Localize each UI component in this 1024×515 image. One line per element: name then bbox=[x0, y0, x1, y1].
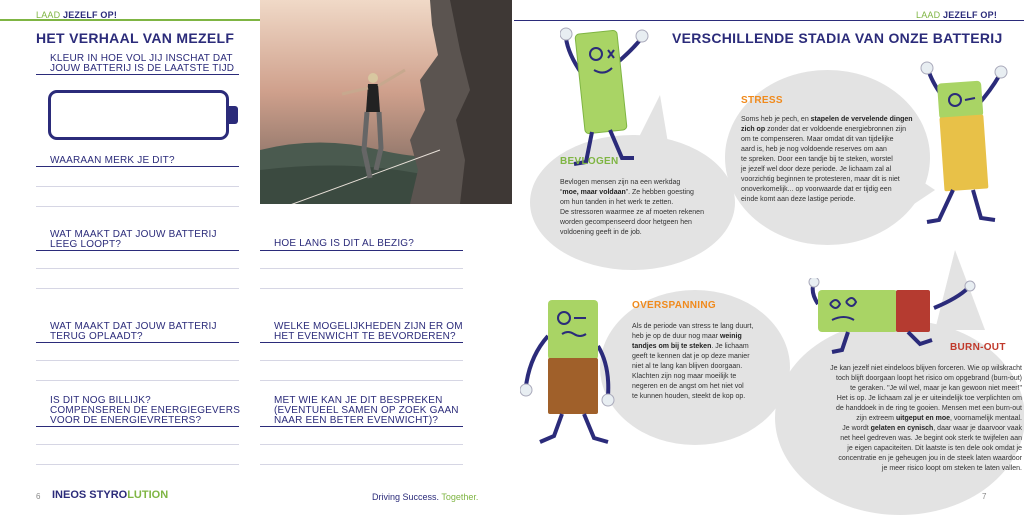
stress-line: om te compenseren. Maar omdat dit van tijdelijke bbox=[741, 136, 894, 143]
burnout-line: je meer risico loopt om steken te laten vallen. bbox=[881, 465, 1022, 472]
overspanning-line: Als de periode van stress te lang duurt, bbox=[632, 323, 754, 330]
burnout-line: net heel gedreven was. Je begint ook sterk te twijfelen aan bbox=[840, 435, 1022, 442]
question-rule bbox=[36, 342, 239, 343]
stress-emphasis: stapelen de vervelende dingen bbox=[810, 116, 913, 123]
stress-line: einde komt aan deze lastige periode. bbox=[741, 196, 856, 203]
question-rule bbox=[36, 426, 239, 427]
question-7-line: MET WIE KAN JE DIT BESPREKEN bbox=[274, 395, 443, 406]
question-5 bbox=[274, 322, 463, 342]
writing-line[interactable] bbox=[36, 380, 239, 381]
battery-terminal bbox=[229, 106, 238, 124]
header-label-prefix: LAAD bbox=[36, 10, 61, 20]
header-rule-right bbox=[514, 20, 1024, 21]
question-7 bbox=[274, 396, 459, 426]
burnout-emphasis: gelaten en cynisch bbox=[870, 425, 934, 432]
slackline-photo bbox=[260, 0, 512, 204]
overspanning-line-start: heb je op de duur nog maar bbox=[632, 333, 720, 340]
bevlogen-quote-open: “ bbox=[560, 189, 563, 196]
overspanning-line: Klachten zijn nog maar moeilijk te bbox=[632, 373, 737, 380]
question-2 bbox=[50, 230, 217, 250]
bevlogen-line: om hun tanden in het werk te zetten. bbox=[560, 199, 674, 206]
question-4-line: TERUG OPLAADT? bbox=[50, 331, 143, 342]
slogan-part-a: Driving Success. bbox=[372, 492, 440, 502]
writing-line[interactable] bbox=[36, 206, 239, 207]
battery-outline[interactable] bbox=[48, 90, 229, 140]
overspanning-emphasis: tandjes om bij te steken bbox=[632, 343, 712, 350]
question-rule bbox=[36, 250, 239, 251]
stress-line: onoverkomelijk... op voorwaarde dat er tijdig een bbox=[741, 186, 892, 193]
writing-line[interactable] bbox=[260, 360, 463, 361]
bevlogen-battery-character bbox=[560, 24, 650, 174]
question-rule bbox=[260, 426, 463, 427]
bevlogen-title: BEVLOGEN bbox=[560, 156, 619, 167]
writing-line[interactable] bbox=[260, 444, 463, 445]
brand-ineos: INEOS bbox=[52, 489, 87, 501]
brand-logo bbox=[52, 489, 168, 501]
brand-lution: LUTION bbox=[127, 489, 169, 501]
writing-line[interactable] bbox=[260, 380, 463, 381]
burnout-line bbox=[792, 414, 1022, 424]
left-page-title: HET VERHAAL VAN MEZELF bbox=[36, 30, 235, 46]
brand-styro: STYRO bbox=[89, 489, 128, 501]
stress-line: voorzichtig beginnen te protesteren, maar dit is niet bbox=[741, 176, 900, 183]
battery-question-line: KLEUR IN HOE VOL JIJ INSCHAT DAT bbox=[50, 53, 233, 64]
question-4 bbox=[50, 322, 217, 342]
question-rule bbox=[260, 342, 463, 343]
right-page-title: VERSCHILLENDE STADIA VAN ONZE BATTERIJ bbox=[672, 30, 1003, 46]
bevlogen-emphasis: moe, maar voldaan bbox=[562, 189, 626, 196]
overspanning-line bbox=[632, 332, 753, 342]
overspanning-battery-character bbox=[520, 296, 615, 456]
question-7-line: (EVENTUEEL SAMEN OP ZOEK GAAN bbox=[274, 405, 459, 416]
writing-line[interactable] bbox=[36, 288, 239, 289]
writing-line[interactable] bbox=[260, 288, 463, 289]
question-2-line: WAT MAAKT DAT JOUW BATTERIJ bbox=[50, 229, 217, 240]
question-6-line: VOOR DE ENERGIEVRETERS? bbox=[50, 415, 202, 426]
bevlogen-line: voldoening geeft in de job. bbox=[560, 229, 642, 236]
writing-line[interactable] bbox=[36, 444, 239, 445]
bevlogen-line: Bevlogen mensen zijn na een werkdag bbox=[560, 179, 681, 186]
stress-line bbox=[741, 115, 913, 125]
question-6-line: IS DIT NOG BILLIJK? bbox=[50, 395, 151, 406]
page-number-left: 6 bbox=[36, 492, 41, 501]
overspanning-text bbox=[632, 322, 753, 402]
stress-line-rest: zonder dat er voldoende energiebronnen zijn bbox=[765, 126, 907, 133]
header-label-bold: JEZELF OP! bbox=[63, 10, 118, 20]
slogan-part-b: Together. bbox=[439, 492, 479, 502]
header-label-right bbox=[916, 10, 997, 20]
slogan bbox=[372, 492, 478, 502]
overspanning-title: OVERSPANNING bbox=[632, 300, 716, 311]
burnout-line-start: zijn extreem bbox=[856, 415, 896, 422]
question-5-line: HET EVENWICHT TE BEVORDEREN? bbox=[274, 331, 456, 342]
header-label-prefix: LAAD bbox=[916, 10, 941, 20]
burnout-line: de handdoek in de ring te gooien. Mensen met een burn-out bbox=[835, 405, 1022, 412]
writing-line[interactable] bbox=[260, 268, 463, 269]
page-number-right: 7 bbox=[982, 492, 987, 501]
question-3: HOE LANG IS DIT AL BEZIG? bbox=[274, 238, 415, 249]
question-6 bbox=[50, 396, 240, 426]
burnout-title: BURN-OUT bbox=[950, 342, 1006, 353]
writing-line[interactable] bbox=[260, 464, 463, 465]
question-6-line: COMPENSEREN DE ENERGIEGEVERS bbox=[50, 405, 241, 416]
burnout-line: toch blijft doorgaan loopt het risico om opgebrand (burn-out) bbox=[836, 375, 1022, 382]
stress-title: STRESS bbox=[741, 95, 783, 106]
question-4-line: WAT MAAKT DAT JOUW BATTERIJ bbox=[50, 321, 217, 332]
bevlogen-line-rest: ”. Ze hebben goesting bbox=[625, 189, 694, 196]
writing-line[interactable] bbox=[36, 464, 239, 465]
question-1: WAARAAN MERK JE DIT? bbox=[50, 155, 175, 166]
overspanning-emphasis: weinig bbox=[719, 333, 742, 340]
overspanning-line-rest: . Je lichaam bbox=[711, 343, 749, 350]
burnout-emphasis: uitgeput en moe bbox=[895, 415, 951, 422]
overspanning-line: te kunnen houden, steekt de kop op. bbox=[632, 393, 746, 400]
overspanning-line: negeren en de angst om het niet vol bbox=[632, 383, 744, 390]
overspanning-line: niet al te lang kan blijven doorgaan. bbox=[632, 363, 743, 370]
writing-line[interactable] bbox=[36, 268, 239, 269]
battery-question-line: JOUW BATTERIJ IS DE LAATSTE TIJD bbox=[50, 63, 235, 74]
bevlogen-line: worden gecompenseerd door hetgeen hen bbox=[560, 219, 692, 226]
burnout-line-start: Je wordt bbox=[842, 425, 871, 432]
question-2-line: LEEG LOOPT? bbox=[50, 239, 122, 250]
header-label-left bbox=[36, 10, 117, 20]
stress-battery-character bbox=[915, 60, 1010, 230]
writing-line[interactable] bbox=[36, 186, 239, 187]
burnout-line: Het is op. Je lichaam zal je er uiteindelijk toe verplichten om bbox=[836, 395, 1022, 402]
header-label-bold: JEZELF OP! bbox=[943, 10, 998, 20]
stress-line bbox=[741, 125, 913, 135]
bevlogen-text bbox=[560, 178, 704, 238]
question-rule bbox=[36, 74, 239, 75]
stress-line: je jezelf wel door deze periode. Je lichaam zal al bbox=[741, 166, 892, 173]
stress-line-start: Soms heb je pech, en bbox=[741, 116, 811, 123]
stress-emphasis: zich op bbox=[741, 126, 766, 133]
burnout-line: Je kan jezelf niet eindeloos blijven forceren. Wie op wilskracht bbox=[830, 365, 1022, 372]
stress-line: aard is, heb je nog voldoende reserves om aan bbox=[741, 146, 887, 153]
bevlogen-line bbox=[560, 188, 704, 198]
burnout-text bbox=[792, 364, 1022, 474]
overspanning-line: geeft te kennen dat je op deze manier bbox=[632, 353, 750, 360]
writing-line[interactable] bbox=[36, 360, 239, 361]
overspanning-line bbox=[632, 342, 753, 352]
burnout-line: te geraken. "Je wil wel, maar je kan gewoon niet meer!" bbox=[850, 385, 1022, 392]
question-rule bbox=[36, 166, 239, 167]
question-7-line: NAAR EEN BETER EVENWICHT)? bbox=[274, 415, 439, 426]
burnout-line-rest: , daar waar je daarvoor vaak bbox=[933, 425, 1022, 432]
question-5-line: WELKE MOGELIJKHEDEN ZIJN ER OM bbox=[274, 321, 463, 332]
question-rule bbox=[260, 250, 463, 251]
burnout-line-rest: , voornamelijk mentaal. bbox=[950, 415, 1022, 422]
burnout-line: je eigen capaciteiten. Dit laatste is ten dele ook omdat je bbox=[847, 445, 1022, 452]
burnout-line bbox=[792, 424, 1022, 434]
bevlogen-line: De stressoren waarmee ze af moeten rekenen bbox=[560, 209, 704, 216]
burnout-line: concentratie en je geheugen jou in de steek laten waardoor bbox=[838, 455, 1022, 462]
stress-line: te spreken. Door een tandje bij te steken, worstel bbox=[741, 156, 893, 163]
stress-text bbox=[741, 115, 913, 205]
battery-question bbox=[50, 54, 234, 74]
